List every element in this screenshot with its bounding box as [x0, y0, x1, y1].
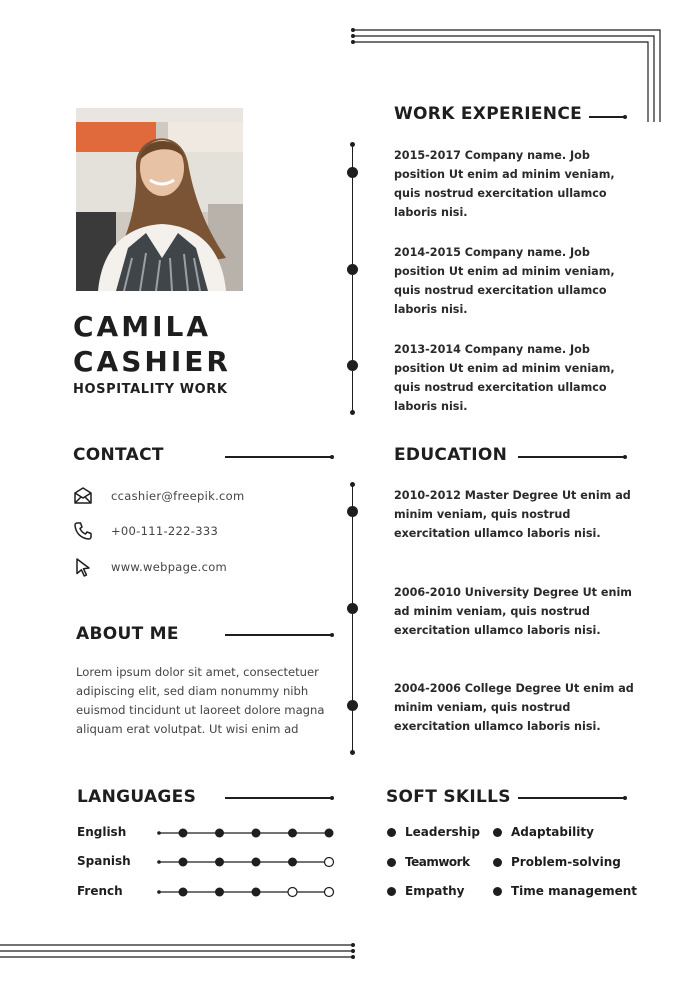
first-name: CAMILA — [73, 310, 212, 343]
soft-skill: Problem-solving — [511, 855, 621, 869]
education-entry: 2006-2010 University Degree Ut enim ad minim veniam, quis nostrud exercitation ullamco laboris nisi. — [394, 586, 632, 637]
language-level-scale — [156, 855, 336, 869]
bullet-dot-icon — [387, 828, 396, 837]
last-name: CASHIER — [73, 345, 231, 378]
education-timeline-dot — [347, 700, 358, 711]
work-timeline-line — [352, 145, 353, 413]
envelope-icon — [73, 486, 93, 506]
language-level-dot-filled — [288, 858, 297, 867]
contact-phone[interactable]: +00-111-222-333 — [111, 524, 219, 538]
cursor-pointer-icon — [73, 557, 93, 577]
language-level-dot-filled — [179, 829, 188, 838]
language-level-scale — [156, 826, 336, 840]
language-level-dot-empty — [325, 888, 334, 897]
language-name: English — [77, 825, 127, 839]
education-timeline-dot — [347, 506, 358, 517]
work-timeline-dot — [347, 167, 358, 178]
contact-phone-row[interactable] — [73, 521, 219, 541]
work-experience-heading: WORK EXPERIENCE — [394, 104, 583, 124]
contact-email[interactable]: ccashier@freepik.com — [111, 489, 245, 503]
language-level-dot-filled — [215, 858, 224, 867]
about-me-heading: ABOUT ME — [76, 624, 179, 644]
education-heading: EDUCATION — [394, 445, 508, 465]
work-entry: 2013-2014 Company name. Job position Ut enim ad minim veniam, quis nostrud exercitation ullamco laboris nisi. — [394, 343, 615, 413]
contact-website[interactable]: www.webpage.com — [111, 560, 228, 574]
bullet-dot-icon — [493, 858, 502, 867]
education-timeline-line — [352, 485, 353, 753]
phone-icon — [73, 521, 93, 541]
language-level-dot-filled — [179, 888, 188, 897]
language-name: Spanish — [77, 854, 131, 868]
language-name: French — [77, 884, 123, 898]
education-timeline-start-cap — [350, 482, 355, 487]
language-level-dot-filled — [179, 858, 188, 867]
soft-skills-rule — [518, 797, 625, 799]
work-entry: 2015-2017 Company name. Job position Ut enim ad minim veniam, quis nostrud exercitation ullamco laboris nisi. — [394, 149, 615, 219]
contact-heading: CONTACT — [73, 445, 164, 465]
job-title: HOSPITALITY WORK — [73, 382, 228, 397]
language-level-dot-filled — [252, 858, 261, 867]
language-level-dot-filled — [252, 829, 261, 838]
soft-skill: Teamwork — [405, 855, 470, 869]
education-entry: 2004-2006 College Degree Ut enim ad minim veniam, quis nostrud exercitation ullamco laboris nisi. — [394, 682, 634, 733]
language-scale-cap — [157, 831, 161, 835]
language-level-scale — [156, 885, 336, 899]
work-timeline-end-cap — [350, 410, 355, 415]
about-me-rule — [225, 634, 332, 636]
work-experience-rule — [589, 116, 625, 118]
contact-rule — [225, 456, 332, 458]
languages-rule — [225, 797, 332, 799]
soft-skills-heading: SOFT SKILLS — [386, 787, 511, 807]
bottom-left-frame-lines — [0, 940, 360, 964]
bullet-dot-icon — [493, 828, 502, 837]
work-timeline-dot — [347, 264, 358, 275]
education-timeline-end-cap — [350, 750, 355, 755]
bullet-dot-icon — [493, 887, 502, 896]
soft-skill: Leadership — [405, 825, 480, 839]
profile-photo — [76, 108, 243, 291]
education-rule — [518, 456, 625, 458]
education-entry: 2010-2012 Master Degree Ut enim ad minim veniam, quis nostrud exercitation ullamco laboris nisi. — [394, 489, 631, 540]
language-scale-cap — [157, 860, 161, 864]
languages-heading: LANGUAGES — [77, 787, 197, 807]
bullet-dot-icon — [387, 858, 396, 867]
language-scale-cap — [157, 890, 161, 894]
soft-skill: Adaptability — [511, 825, 594, 839]
language-level-dot-filled — [215, 888, 224, 897]
soft-skill: Time management — [511, 884, 638, 898]
bullet-dot-icon — [387, 887, 396, 896]
language-level-dot-filled — [252, 888, 261, 897]
contact-website-row[interactable] — [73, 557, 228, 577]
work-timeline-dot — [347, 360, 358, 371]
language-level-dot-filled — [288, 829, 297, 838]
language-level-dot-empty — [288, 888, 297, 897]
work-entry: 2014-2015 Company name. Job position Ut enim ad minim veniam, quis nostrud exercitation ullamco laboris nisi. — [394, 246, 615, 316]
about-me-text: Lorem ipsum dolor sit amet, consectetuer adipiscing elit, sed diam nonummy nibh euismod tincidunt ut laoreet dolore magna aliquam erat volutpat. Ut wisi enim ad — [76, 665, 325, 736]
language-level-dot-filled — [325, 829, 334, 838]
education-timeline-dot — [347, 603, 358, 614]
soft-skill: Empathy — [405, 884, 465, 898]
contact-email-row[interactable] — [73, 486, 245, 506]
language-level-dot-empty — [325, 858, 334, 867]
work-timeline-start-cap — [350, 142, 355, 147]
language-level-dot-filled — [215, 829, 224, 838]
